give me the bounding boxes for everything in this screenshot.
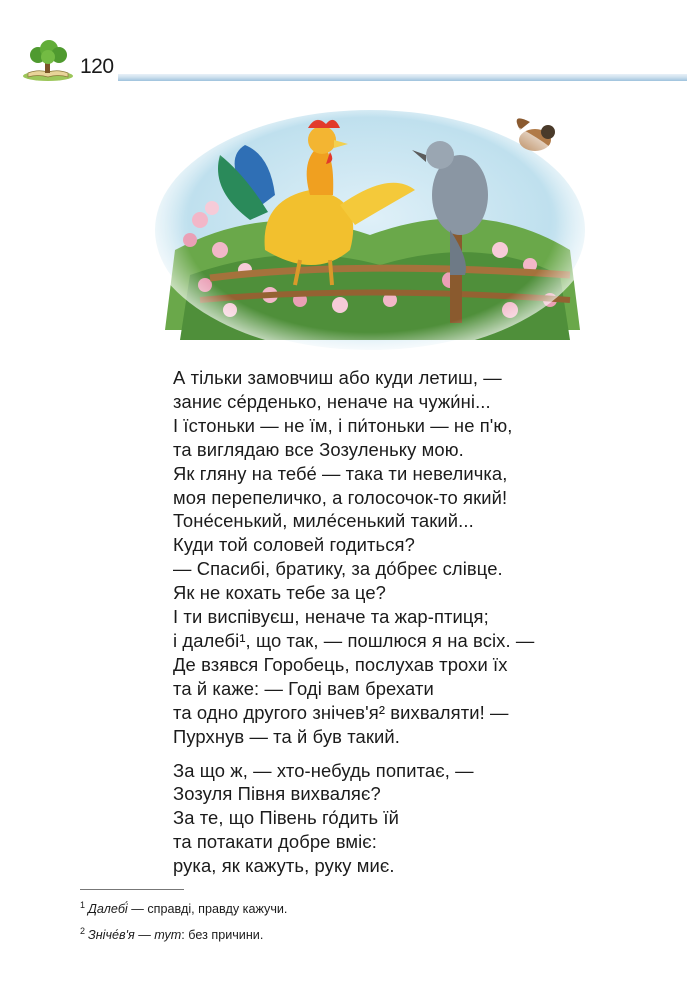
poem-line: та й каже: — Годі вам брехати	[173, 677, 434, 699]
poem	[173, 366, 673, 878]
footnote-divider	[80, 889, 184, 890]
footnote-term: Далебі́	[88, 902, 128, 916]
header-divider	[118, 74, 687, 81]
poem-line: І ти виспівуєш, неначе та жар-птиця;	[173, 606, 489, 628]
footnote-marker: 2	[80, 926, 86, 936]
poem-line: моя перепеличко, а голосочок-то який!	[173, 486, 508, 508]
poem-line: та одно другого знічев'я² вихваляти! —	[173, 701, 509, 723]
poem-line: За що ж, — хто-небудь попитає, —	[173, 759, 474, 781]
tree-book-icon	[20, 40, 76, 82]
poem-line: Куди той соловей годиться?	[173, 534, 415, 556]
poem-line: Як гляну на тебе́ — така ти невеличка,	[173, 462, 508, 484]
rooster-cuckoo-illustration	[150, 100, 590, 350]
stanza-1	[173, 366, 673, 749]
footnote-term: Зніче́в'я — тут	[88, 928, 182, 942]
poem-line: і далебі¹, що так, — пошлюся я на всіх. —	[173, 629, 535, 651]
stanza-2	[173, 759, 673, 879]
poem-line: Як не кохать тебе за це?	[173, 582, 386, 604]
footnote-text: справді, правду кажучи.	[147, 902, 288, 916]
poem-line: та потакати добре вміє:	[173, 831, 378, 853]
footnote-marker: 1	[80, 900, 86, 910]
page-number: 120	[80, 55, 114, 78]
poem-line: Де взявся Горобець, послухав трохи їх	[173, 653, 508, 675]
poem-line: Тоне́сенький, миле́сенький такий...	[173, 510, 474, 532]
poem-line: рука, як кажуть, руку миє.	[173, 855, 395, 877]
footnote-text: без причини.	[188, 928, 264, 942]
footnote-separator: —	[127, 902, 148, 916]
footnote-1	[80, 894, 640, 920]
poem-line: За те, що Півень го́дить їй	[173, 807, 399, 829]
page-header	[0, 0, 687, 90]
poem-line: та виглядаю все Зозуленьку мою.	[173, 438, 464, 460]
poem-line: І їстоньки — не їм, і пи́тоньки — не п'ю,	[173, 414, 513, 436]
poem-line: Пурхнув — та й був такий.	[173, 725, 400, 747]
footnote-2	[80, 920, 640, 946]
footnotes	[80, 894, 640, 946]
poem-line: заниє се́рденько, неначе на чужи́ні...	[173, 390, 491, 412]
footnote-separator: :	[181, 928, 189, 942]
poem-line: Зозуля Півня вихваляє?	[173, 783, 381, 805]
poem-line: А тільки замовчиш або куди летиш, —	[173, 367, 502, 388]
poem-line: — Спасибі, братику, за до́бреє слівце.	[173, 558, 503, 580]
